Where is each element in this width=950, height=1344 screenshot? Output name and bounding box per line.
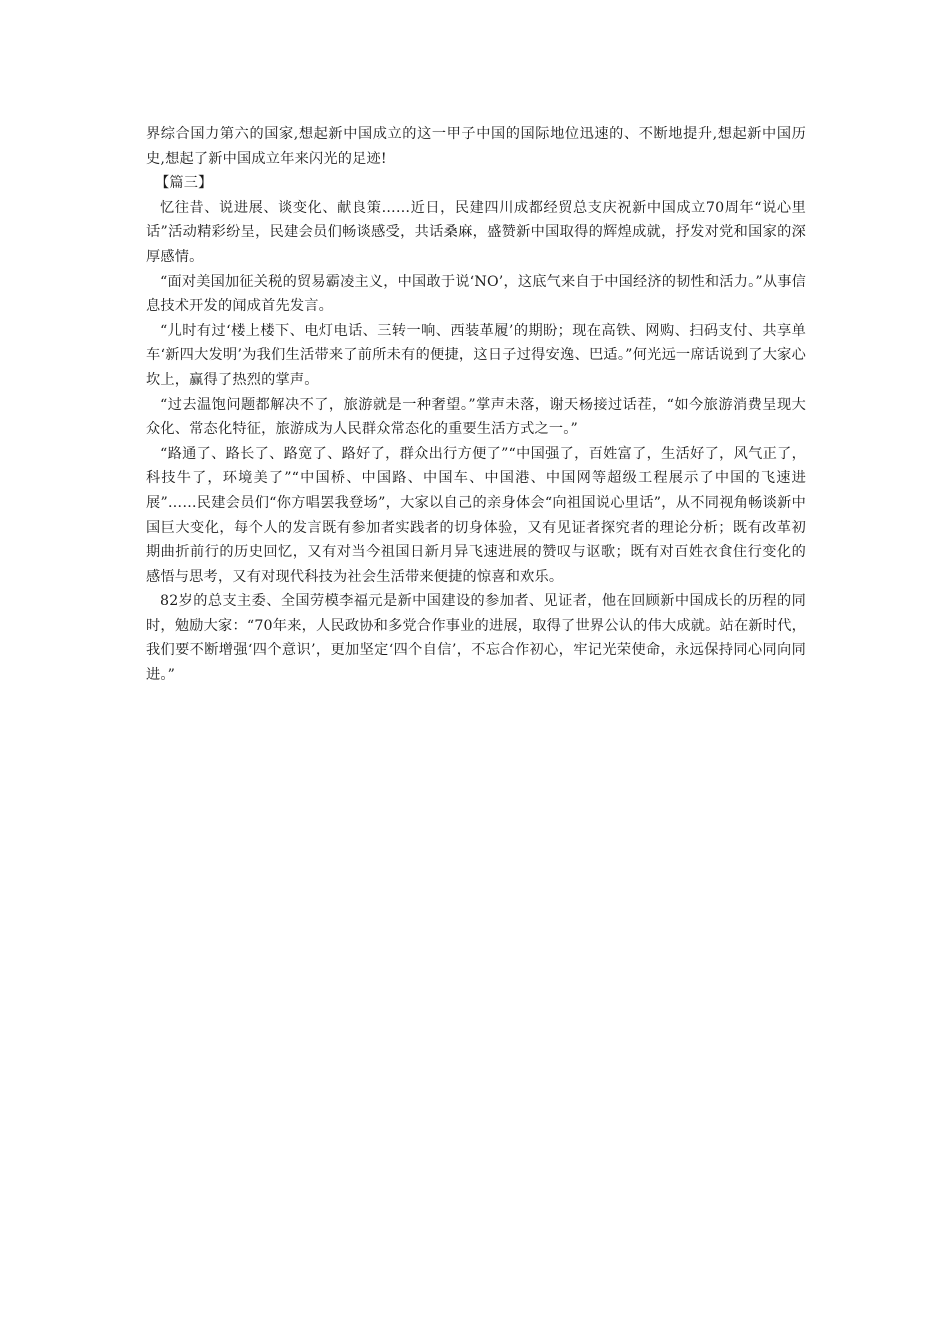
paragraph: “过去温饱问题都解决不了，旅游就是一种奢望。”掌声未落，谢天杨接过话茬，“如今旅游消费呈现大众化、常态化特征，旅游成为人民群众常态化的重要生活方式之一。” (146, 396, 806, 438)
paragraph-intro-continuation: 界综合国力第六的国家,想起新中国成立的这一甲子中国的国际地位迅速的、不断地提升,想起新中国历史,想起了新中国成立年来闪光的足迹! (146, 126, 806, 167)
paragraph: 忆往昔、说进展、谈变化、献良策……近日，民建四川成都经贸总支庆祝新中国成立70周年“说心里话”活动精彩纷呈，民建会员们畅谈感受，共话桑麻，盛赞新中国取得的辉煌成就，抒发对党和国家的深厚感情。 (146, 199, 806, 265)
paragraph: “面对美国加征关税的贸易霸凌主义，中国敢于说‘NO’，这底气来自于中国经济的韧性和活力。”从事信息技术开发的闻成首先发言。 (146, 273, 806, 315)
paragraph: 82岁的总支主委、全国劳模李福元是新中国建设的参加者、见证者，他在回顾新中国成长的历程的同时，勉励大家：“70年来，人民政协和多党合作事业的进展，取得了世界公认的伟大成就。站在新时代，我们要不断增强‘四个意识’，更加坚定‘四个自信’，不忘合作初心，牢记光荣使命，永远保持同心同向同进。” (146, 593, 806, 684)
document-body (146, 122, 806, 688)
paragraph: “路通了、路长了、路宽了、路好了，群众出行方便了”“中国强了，百姓富了，生活好了，风气正了，科技牛了，环境美了”“中国桥、中国路、中国车、中国港、中国网等超级工程展示了中国的飞速进展”……民建会员们“你方唱罢我登场”，大家以自己的亲身体会“向祖国说心里话”，从不同视角畅谈新中国巨大变化，每个人的发言既有参加者实践者的切身体验，又有见证者探究者的理论分析；既有改革初期曲折前行的历史回忆，又有对当今祖国日新月异飞速进展的赞叹与讴歌；既有对百姓衣食住行变化的感悟与思考，又有对现代科技为社会生活带来便捷的惊喜和欢乐。 (146, 445, 806, 585)
paragraph: “儿时有过‘楼上楼下、电灯电话、三转一响、西装革履’的期盼；现在高铁、网购、扫码支付、共享单车‘新四大发明’为我们生活带来了前所未有的便捷，这日子过得安逸、巴适。”何光远一席话说到了大家心坎上，赢得了热烈的掌声。 (146, 322, 806, 388)
section-heading: 【篇三】 (155, 175, 213, 192)
